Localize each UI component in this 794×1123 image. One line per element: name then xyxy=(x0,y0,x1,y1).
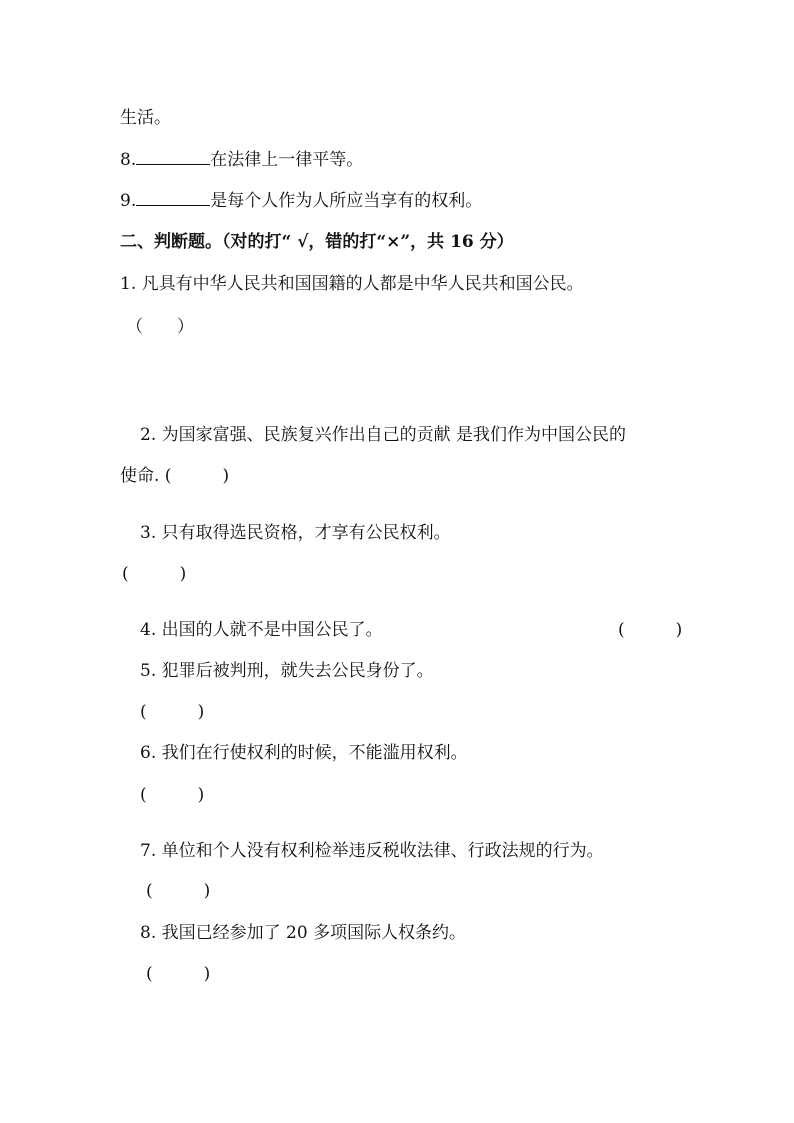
judge-question-4-text: 4. 出国的人就不是中国公民了。 xyxy=(140,620,383,640)
answer-parentheses: ( ) xyxy=(122,564,187,584)
answer-blank xyxy=(136,149,210,165)
judge-question-2-text: 2. 为国家富强、民族复兴作出自己的贡献 是我们作为中国公民的 xyxy=(140,425,627,445)
answer-parentheses: ( ) xyxy=(140,785,205,805)
judge-question-7-text: 7. 单位和个人没有权利检举违反税收法律、行政法规的行为。 xyxy=(140,841,604,861)
answer-parentheses: ( ) xyxy=(140,702,205,722)
continuation-text: 生活。 xyxy=(120,108,171,128)
answer-parentheses: ( ) xyxy=(146,964,211,984)
fill-in-question-8 xyxy=(120,149,363,171)
section-heading: 二、判断题。（对的打“ √，错的打“×”，共 16 分） xyxy=(120,232,514,252)
judge-question-5-text: 5. 犯罪后被判刑，就失去公民身份了。 xyxy=(140,661,434,681)
answer-parentheses: （ ） xyxy=(126,317,194,337)
judge-question-1-text: 1. 凡具有中华人民共和国国籍的人都是中华人民共和国公民。 xyxy=(120,274,584,294)
question-number: 8. xyxy=(120,150,137,170)
answer-parentheses: ( ) xyxy=(146,881,211,901)
question-text: 在法律上一律平等。 xyxy=(210,150,364,170)
answer-parentheses: ( ) xyxy=(618,620,683,640)
question-number: 9. xyxy=(120,191,137,211)
answer-blank xyxy=(136,190,210,206)
judge-question-2-continuation: 使命. ( ) xyxy=(120,466,230,486)
fill-in-question-9 xyxy=(120,190,482,212)
judge-question-3-text: 3. 只有取得选民资格，才享有公民权利。 xyxy=(140,523,451,543)
judge-question-6-text: 6. 我们在行使权利的时候，不能滥用权利。 xyxy=(140,743,468,763)
question-text: 是每个人作为人所应当享有的权利。 xyxy=(210,191,483,211)
judge-question-8-text: 8. 我国已经参加了 20 多项国际人权条约。 xyxy=(140,923,467,943)
